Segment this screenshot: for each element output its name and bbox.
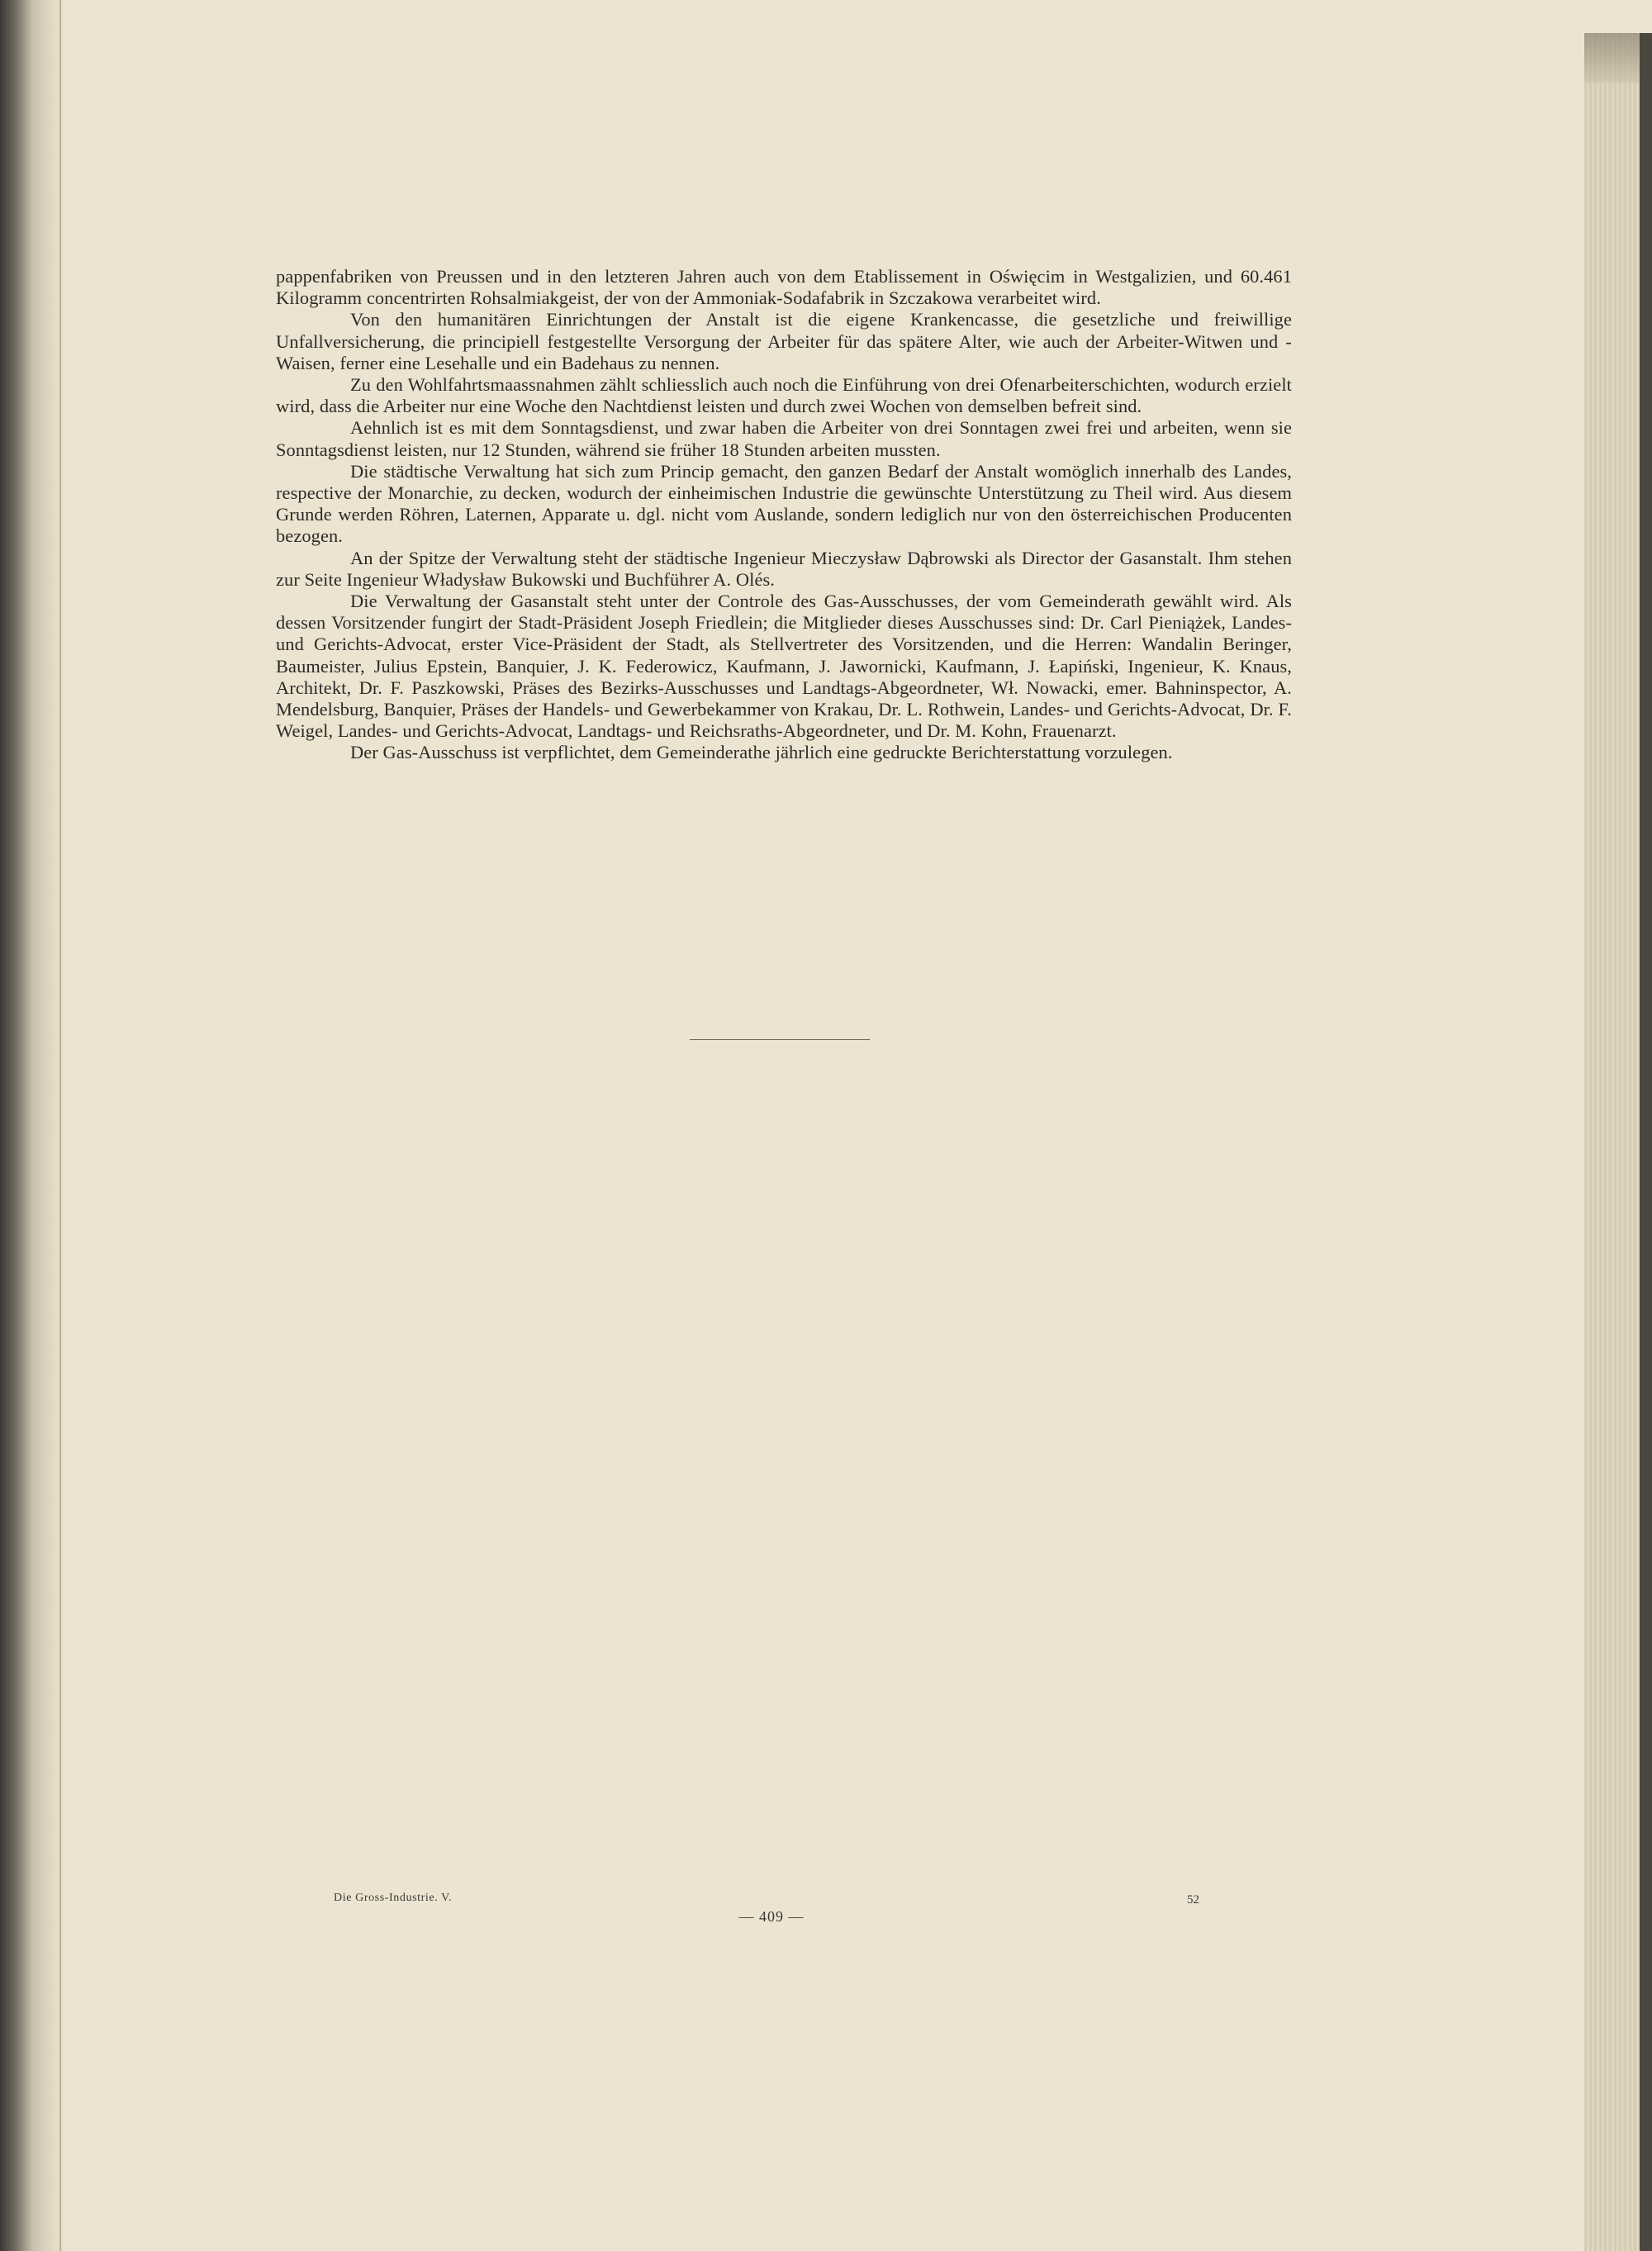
body-text	[276, 266, 1292, 764]
binding-fold-line	[59, 0, 61, 2251]
paragraph: Der Gas-Ausschuss ist verpflichtet, dem Gemeinderathe jährlich eine gedruckte Berichterstattung vorzulegen.	[350, 742, 1173, 763]
signature-mark: 52	[1187, 1893, 1199, 1907]
binding-gutter	[0, 0, 68, 2251]
paragraph: Die Verwaltung der Gasanstalt steht unter der Controle des Gas-Ausschusses, der vom Gemeinderath gewählt wird. Als dessen Vorsitzender fungirt der Stadt-Präsident Joseph Friedlein; die Mitglieder dieses Ausschusses sind: Dr. Carl Pieniążek, Landes- und Gerichts-Advocat, erster Vice-Präsident der Stadt, als Stellvertreter des Vorsitzenden, und die Herren: Wandalin Beringer, Baumeister, Julius Epstein, Banquier, J. K. Federowicz, Kaufmann, J. Jawornicki, Kaufmann, J. Łapiński, Ingenieur, K. Knaus, Architekt, Dr. F. Paszkowski, Präses des Bezirks-Ausschusses und Landtags-Abgeordneter, Wł. Nowacki, emer. Bahninspector, A. Mendelsburg, Banquier, Präses der Handels- und Gewerbekammer von Krakau, Dr. L. Rothwein, Landes- und Gerichts-Advocat, Dr. F. Weigel, Landes- und Gerichts-Advocat, Landtags- und Reichsraths-Abgeordneter, und Dr. M. Kohn, Frauenarzt.	[276, 591, 1292, 742]
cover-edge	[1640, 33, 1652, 2251]
paragraph: Die städtische Verwaltung hat sich zum Princip gemacht, den ganzen Bedarf der Anstalt womöglich innerhalb des Landes, respective der Monarchie, zu decken, wodurch der einheimischen Industrie die gewünschte Unterstützung zu Theil wird. Aus diesem Grunde werden Röhren, Laternen, Apparate u. dgl. nicht vom Auslande, sondern lediglich nur von den österreichischen Producenten bezogen.	[276, 460, 1292, 547]
paragraph: Zu den Wohlfahrtsmaassnahmen zählt schliesslich auch noch die Einführung von drei Ofenarbeiterschichten, wodurch erzielt wird, dass die Arbeiter nur eine Woche den Nachtdienst leisten und durch zwei Wochen von demselben befreit sind.	[276, 374, 1292, 417]
paragraph: An der Spitze der Verwaltung steht der städtische Ingenieur Mieczysław Dąbrowski als Director der Gasanstalt. Ihm stehen zur Seite Ingenieur Władysław Bukowski und Buchführer A. Olés.	[276, 547, 1292, 590]
section-divider	[690, 1039, 870, 1040]
paragraph: Von den humanitären Einrichtungen der Anstalt ist die eigene Krankencasse, die gesetzliche und freiwillige Unfallversicherung, die principiell festgestellte Versorgung der Arbeiter für das spätere Alter, wie auch der Arbeiter-Witwen und -Waisen, ferner eine Lesehalle und ein Badehaus zu nennen.	[276, 309, 1292, 373]
paragraph: Aehnlich ist es mit dem Sonntagsdienst, und zwar haben die Arbeiter von drei Sonntagen zwei frei und arbeiten, wenn sie Sonntagsdienst leisten, nur 12 Stunden, während sie früher 18 Stunden arbeiten mussten.	[276, 417, 1292, 460]
footer-series-title: Die Gross-Industrie. V.	[334, 1892, 453, 1904]
paragraph: pappenfabriken von Preussen und in den letzteren Jahren auch von dem Etablissement in Oświęcim in Westgalizien, und 60.461 Kilogramm concentrirten Rohsalmiakgeist, der von der Ammoniak-Sodafabrik in Szczakowa verarbeitet wird.	[276, 266, 1292, 309]
page-number: — 409 —	[738, 1908, 805, 1925]
